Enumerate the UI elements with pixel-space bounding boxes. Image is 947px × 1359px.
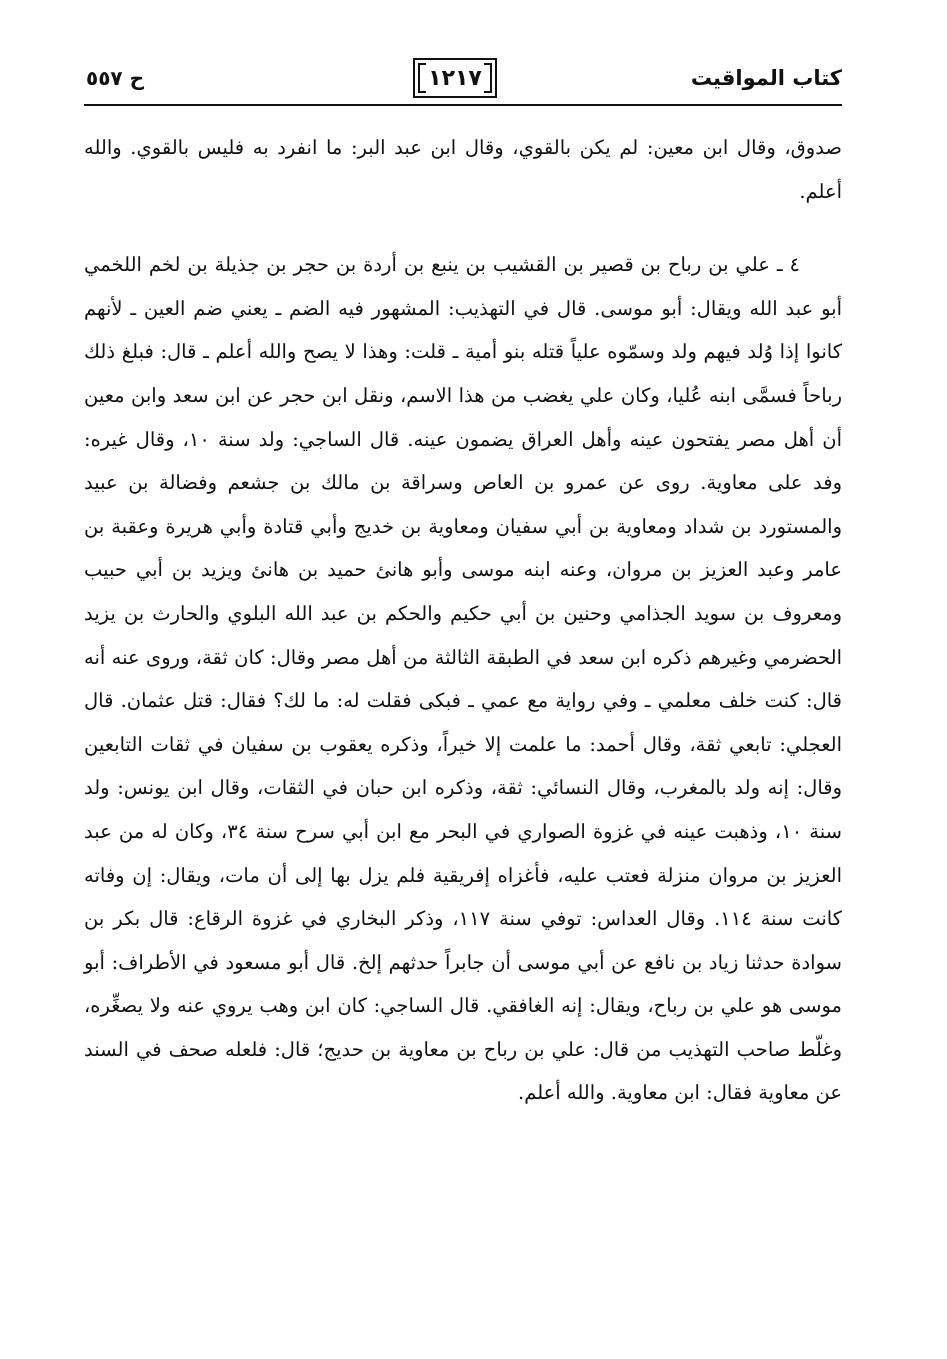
main-text	[84, 126, 842, 1115]
page-number: ١٢١٧	[428, 65, 482, 91]
page-number-frame	[413, 58, 497, 98]
running-title: كتاب المواقيت	[690, 66, 842, 90]
header-divider	[84, 104, 842, 106]
page-header	[84, 40, 842, 112]
narrator-entry-paragraph: ٤ ـ علي بن رباح بن قصير بن القشيب بن ينبع بن أردة بن حجر بن جذيلة بن لخم اللخمي أبو عبد الله ويقال: أبو موسى. قال في التهذيب: المشهور فيه الضم ـ يعني ضم العين ـ لأنهم كانوا إذا وُلد فيهم ولد وسمّوه علياً قتله بنو أمية ـ قلت: وهذا لا يصح والله أعلم ـ قال: فبلغ ذلك رباحاً فسمَّى ابنه عُليا، وكان علي يغضب من هذا الاسم، ونقل ابن حجر عن ابن سعد وابن معين أن أهل مصر يفتحون عينه وأهل العراق يضمون عينه. قال الساجي: ولد سنة ١٠، وقال غيره: وفد على معاوية. روى عن عمرو بن العاص وسراقة بن مالك بن جشعم وفضالة بن عبيد والمستورد بن شداد ومعاوية بن أبي سفيان ومعاوية بن خديج وأبي قتادة وأبي هريرة وعقبة بن عامر وعبد العزيز بن مروان، وعنه ابنه موسى وأبو هانئ حميد بن هانئ ويزيد بن أبي حبيب ومعروف بن سويد الجذامي وحنين بن أبي حكيم والحكم بن عبد الله البلوي والحارث بن يزيد الحضرمي وغيرهم ذكره ابن سعد في الطبقة الثالثة من أهل مصر وقال: كان ثقة، وروى عنه أنه قال: كنت خلف معلمي ـ وفي رواية مع عمي ـ فبكى فقلت له: ما لك؟ فقال: قتل عثمان. قال العجلي: تابعي ثقة، وقال أحمد: ما علمت إلا خيراً، وذكره يعقوب بن سفيان في ثقات التابعين وقال: إنه ولد بالمغرب، وقال النسائي: ثقة، وذكره ابن حبان في الثقات، وقال ابن يونس: ولد سنة ١٠، وذهبت عينه في غزوة الصواري في البحر مع ابن أبي سرح سنة ٣٤، وكان له من عبد العزيز بن مروان منزلة فعتب عليه، فأغزاه إفريقية فلم يزل بها إلى أن مات، ويقال: إن وفاته كانت سنة ١١٤. وقال العداس: توفي سنة ١١٧، وذكر البخاري في غزوة الرقاع: قال بكر بن سوادة حدثنا زياد بن نافع عن أبي موسى أن جابراً حدثهم إلخ. قال أبو مسعود في الأطراف: أبو موسى هو علي بن رباح، ويقال: إنه الغافقي. قال الساجي: كان ابن وهب يروي عنه ولا يصغِّره، وغلّط صاحب التهذيب من قال: علي بن رباح بن معاوية بن حديج؛ قال: فلعله صحف في السند عن معاوية فقال: ابن معاوية. والله أعلم.	[84, 253, 843, 1105]
book-page	[84, 40, 842, 1340]
intro-paragraph: صدوق، وقال ابن معين: لم يكن بالقوي، وقال ابن عبد البر: ما انفرد به فليس بالقوي. والله أعلم.	[84, 136, 842, 203]
hadith-reference: ح ٥٥٧	[86, 66, 145, 90]
